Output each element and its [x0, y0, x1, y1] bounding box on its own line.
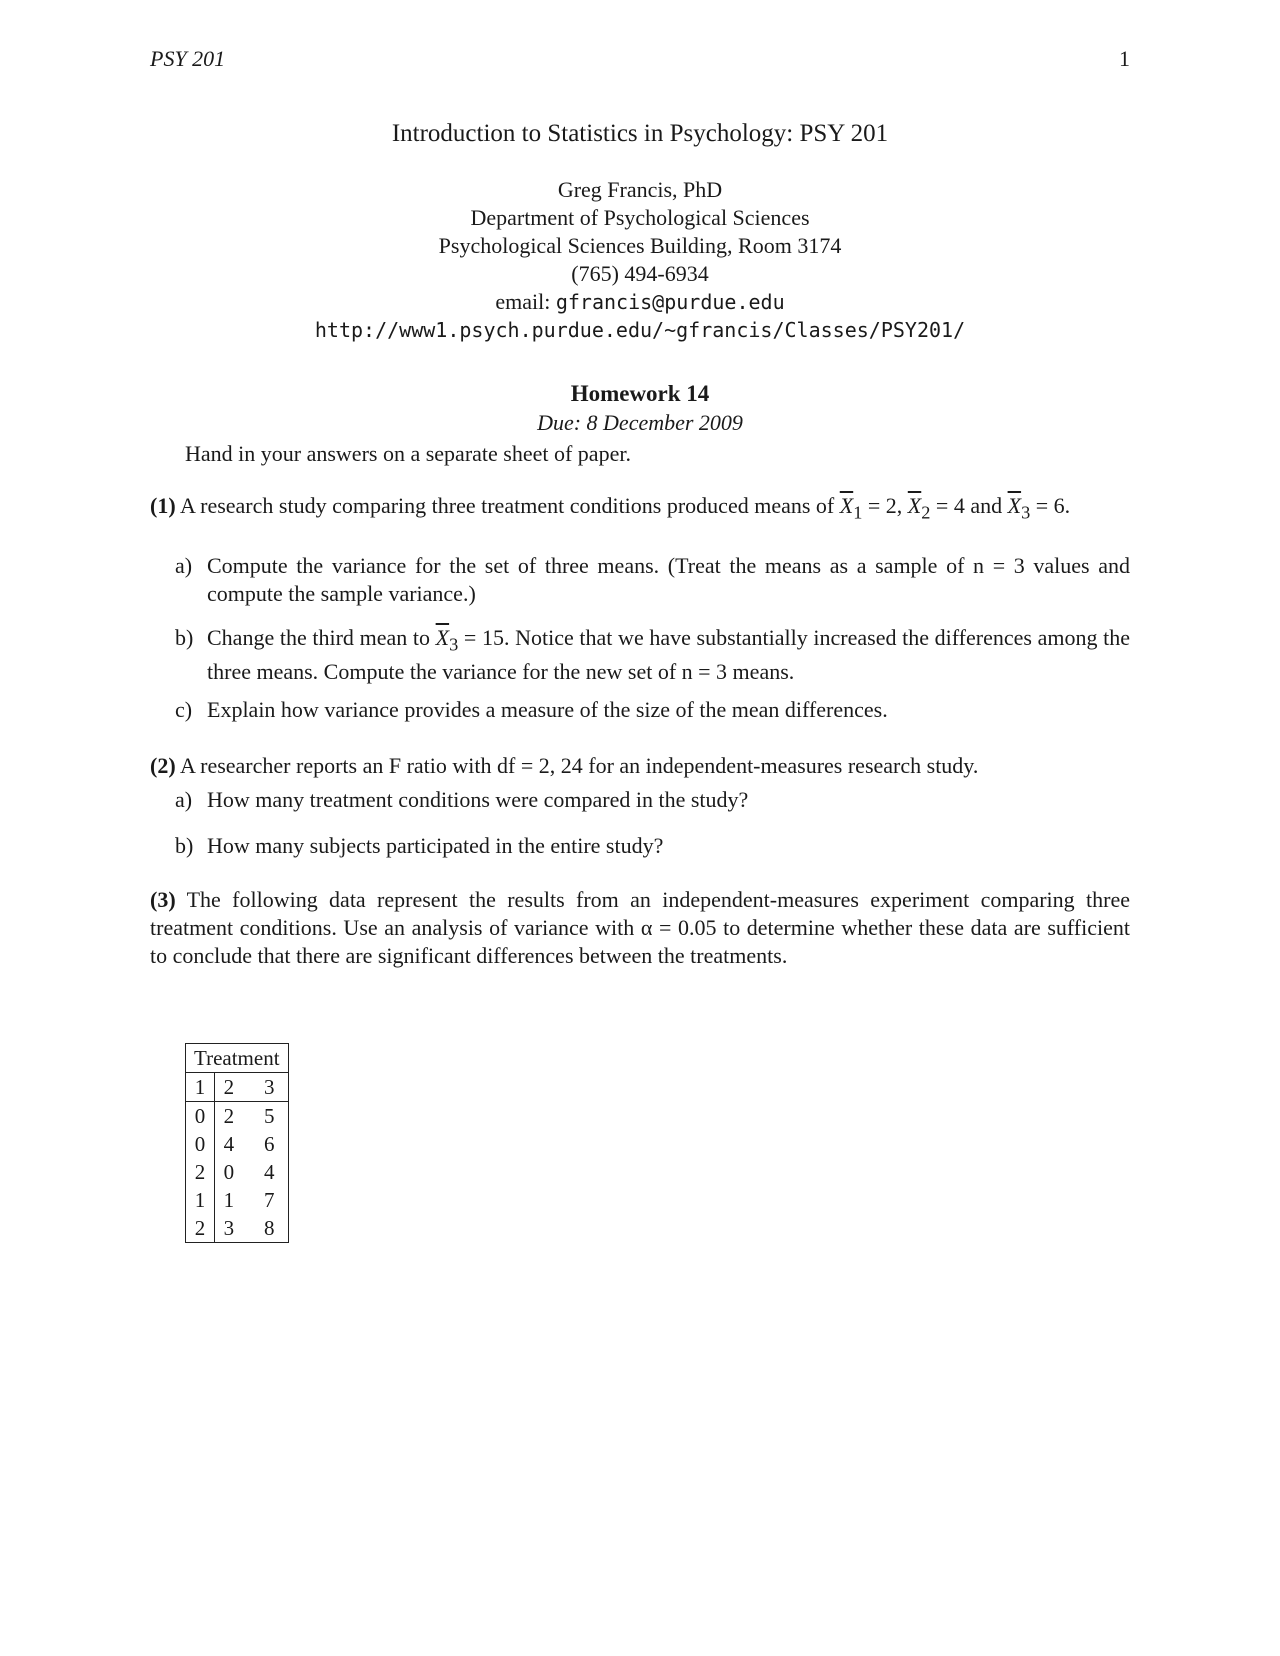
question-2-text: A researcher reports an F ratio with df = 2, 24 for an independent-measures research study. [179, 753, 979, 778]
question-2b-text: How many subjects participated in the entire study? [207, 833, 664, 858]
page-number: 1 [1119, 46, 1130, 71]
question-1c [175, 696, 1130, 724]
table-row [186, 1130, 289, 1158]
table-cell: 0 [186, 1102, 215, 1131]
table-cell: 4 [223, 1131, 235, 1156]
question-1a-label: a) [175, 553, 193, 578]
mean-1-subscript: 1 [853, 502, 863, 523]
mean-1-symbol: $\overline{X}$ [839, 493, 854, 518]
question-1b-post: = 15. Notice that we have substantially increased the differences among the three means. Compute the variance for the new set of n = 3 means. [207, 625, 1131, 685]
table-cell: 7 [263, 1187, 275, 1212]
question-1a [175, 552, 1130, 608]
running-header-course: PSY 201 [150, 46, 226, 71]
question-3-text: The following data represent the results from an independent-measures experiment comparing three treatment conditions. Use an analysis of variance with α = 0.05 to determine whether these data are sufficient to conclude that there are significant differences between the treatments. [150, 887, 1130, 968]
mean-2-value: = 4 [935, 493, 965, 518]
table-cell: 8 [263, 1215, 275, 1240]
table-row [186, 1102, 289, 1131]
instructor-building: Psychological Sciences Building, Room 3174 [438, 233, 842, 258]
question-1-intro: A research study comparing three treatment conditions produced means of [179, 493, 835, 518]
instructor-department: Department of Psychological Sciences [470, 205, 810, 230]
table-cell: 1 [186, 1186, 215, 1214]
homework-title: Homework 14 [570, 381, 710, 406]
instructor-name: Greg Francis, PhD [557, 177, 723, 202]
question-1-number: (1) [150, 493, 176, 518]
table-cell: 5 [263, 1103, 275, 1128]
question-1c-label: c) [175, 697, 193, 722]
question-1c-text: Explain how variance provides a measure of the size of the mean differences. [207, 697, 888, 722]
question-1b-body [207, 624, 1130, 686]
question-2b-label: b) [175, 833, 194, 858]
table-header-treatment: Treatment [186, 1044, 289, 1073]
question-2b [175, 832, 1130, 860]
mean-3-symbol: $\overline{X}$ [1007, 493, 1022, 518]
table-row [186, 1186, 289, 1214]
question-1b-mean-symbol: $\overline{X}$ [435, 625, 450, 650]
question-1b-mean-subscript: 3 [449, 634, 459, 655]
instruction-text: Hand in your answers on a separate sheet of paper. [185, 441, 631, 466]
instructor-info [0, 176, 1280, 344]
table-cell: 2 [223, 1103, 235, 1128]
treatment-data-table [185, 1043, 289, 1243]
instructor-phone: (765) 494-6934 [571, 261, 709, 286]
table-cell: 6 [263, 1131, 275, 1156]
table-cell: 2 [186, 1158, 215, 1186]
instructor-email-line [0, 288, 1280, 316]
table-cell: 1 [223, 1187, 235, 1212]
question-1 [150, 492, 1130, 526]
question-2-number: (2) [150, 753, 176, 778]
question-2a-label: a) [175, 787, 193, 812]
course-url[interactable]: http://www1.psych.purdue.edu/~gfrancis/Classes/PSY201/ [314, 318, 966, 342]
mean-2-subscript: 2 [921, 502, 931, 523]
table-cell: 0 [186, 1130, 215, 1158]
question-2a [175, 786, 1130, 814]
question-1b-label: b) [175, 625, 194, 650]
question-1a-text: Compute the variance for the set of three means. (Treat the means as a sample of n = 3 values and compute the sample variance.) [207, 553, 1130, 606]
table-cell: 4 [263, 1159, 275, 1184]
homework-due-date: Due: 8 December 2009 [537, 410, 743, 435]
email-address[interactable]: gfrancis@purdue.edu [555, 290, 785, 314]
question-1b [175, 624, 1131, 685]
table-cell: 2 [186, 1214, 215, 1243]
column-header-1: 1 [186, 1073, 215, 1102]
question-1-and: and [970, 493, 1003, 518]
table-row [186, 1214, 289, 1243]
question-3-number: (3) [150, 887, 176, 912]
question-2 [150, 752, 1130, 780]
mean-3-value: = 6. [1035, 493, 1071, 518]
column-header-2: 2 [214, 1073, 242, 1102]
question-1b-pre: Change the third mean to [207, 625, 430, 650]
question-2a-text: How many treatment conditions were compared in the study? [207, 787, 749, 812]
email-label: email: [495, 289, 551, 314]
mean-1-value: = 2, [867, 493, 903, 518]
table-cell: 0 [223, 1159, 235, 1184]
document-title: Introduction to Statistics in Psychology: PSY 201 [391, 120, 889, 147]
table-row [186, 1158, 289, 1186]
column-header-3: 3 [243, 1073, 288, 1102]
table-cell: 3 [223, 1215, 235, 1240]
mean-2-symbol: $\overline{X}$ [907, 493, 922, 518]
mean-3-subscript: 3 [1021, 502, 1031, 523]
question-3 [150, 886, 1130, 970]
